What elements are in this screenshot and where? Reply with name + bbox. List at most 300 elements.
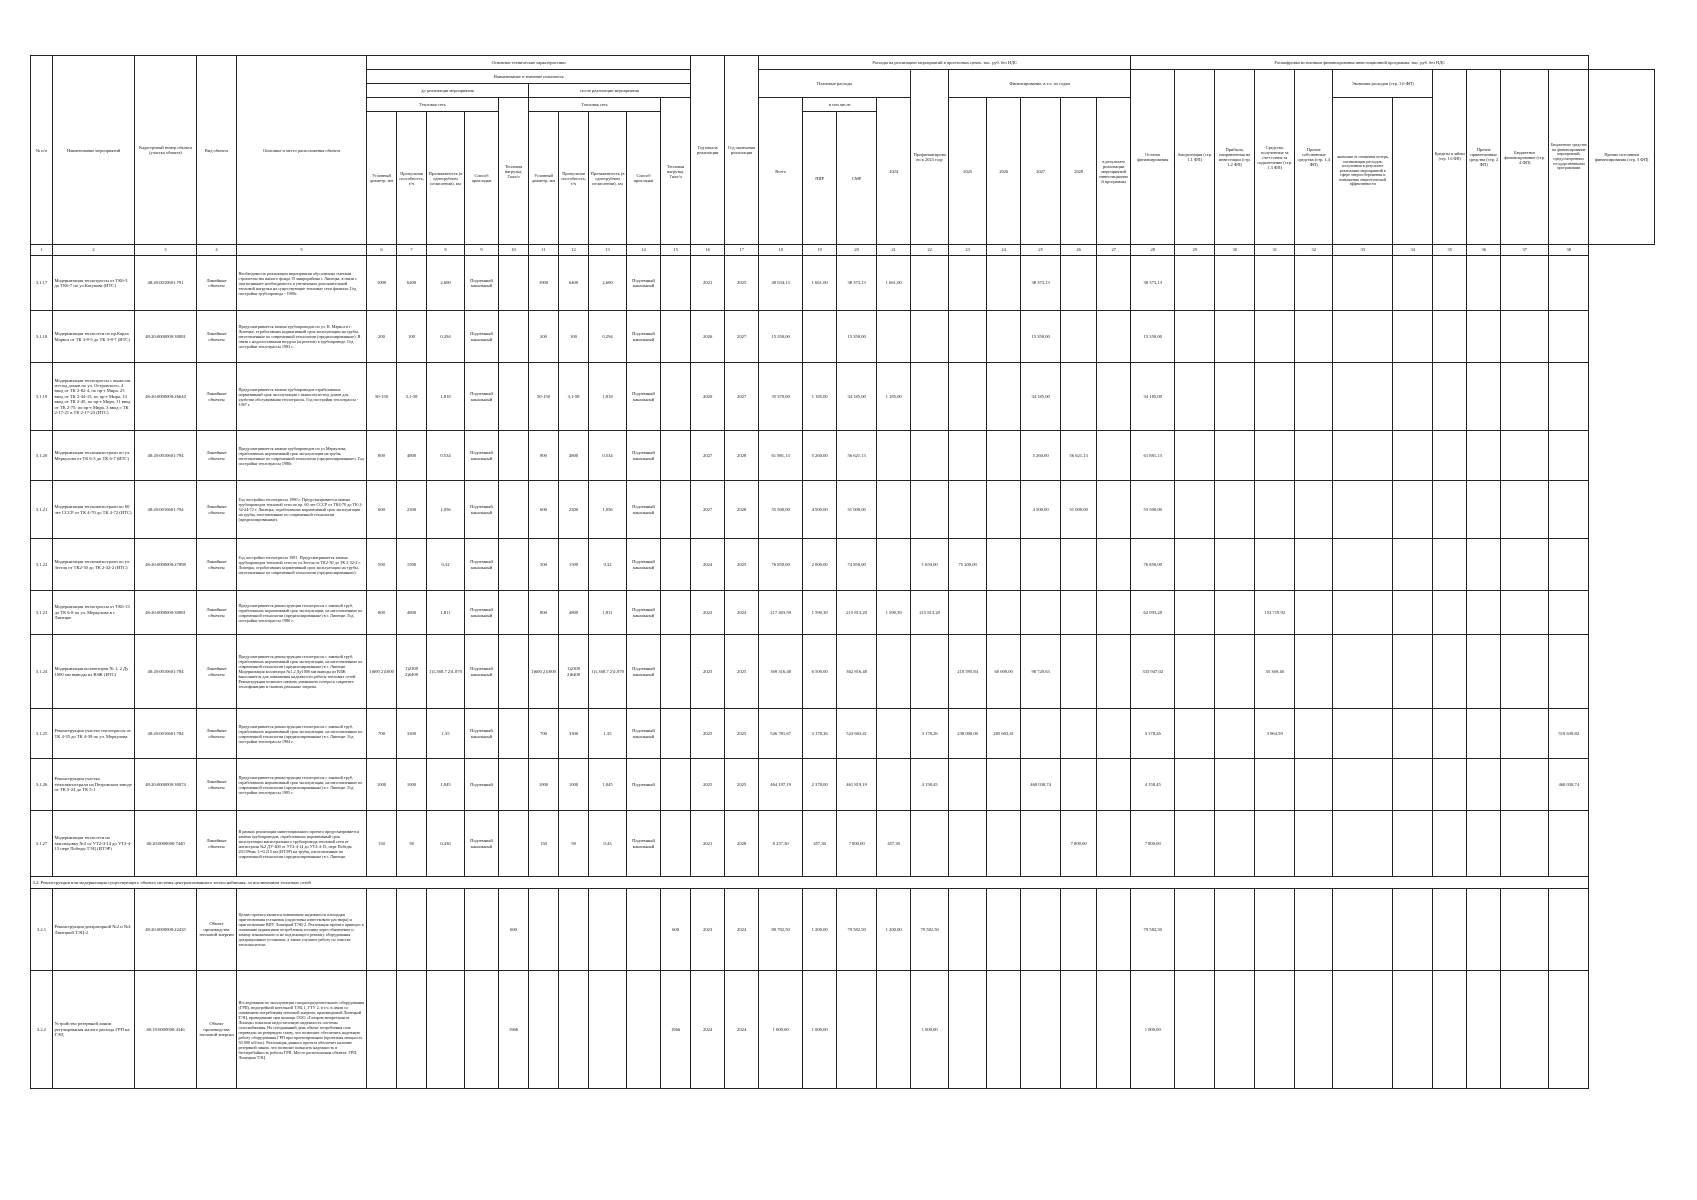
- table-row: [31, 256, 1655, 311]
- laying-before: Подземный канальный: [465, 481, 499, 539]
- saving-energy: [1333, 591, 1393, 635]
- cost-pir: 1 200,00: [803, 889, 837, 971]
- cost-smr: 7 800,00: [837, 811, 877, 877]
- column-index-cell: 20: [837, 245, 877, 256]
- header-heat-net-before: Тепловая сеть: [367, 98, 499, 112]
- length-after: 2,600: [589, 256, 627, 311]
- column-index-cell: 32: [1295, 245, 1333, 256]
- cadastral-number: 48:20:0000000:30074: [135, 759, 197, 811]
- fin-2026: [987, 363, 1021, 431]
- funded-2023: 1 661,00: [877, 256, 911, 311]
- header-budget: Бюджетное финансирование (стр. 4 ФП): [1501, 70, 1549, 245]
- diameter-after: 600: [529, 481, 559, 539]
- diameter-after: 700: [529, 709, 559, 759]
- header-smr: СМР: [837, 112, 877, 245]
- column-index-cell: 15: [661, 245, 691, 256]
- cost-smr: 15 350,00: [837, 311, 877, 363]
- table-row: [31, 311, 1655, 363]
- row-number: 3.1.17: [31, 256, 53, 311]
- load-before: [499, 811, 529, 877]
- other-financing: [1549, 431, 1589, 481]
- year-start: 2022: [691, 591, 725, 635]
- object-type: Линейные объекты: [197, 256, 237, 311]
- cadastral-number: 48:20:0000000:27898: [135, 539, 197, 591]
- diameter-after: 800: [529, 431, 559, 481]
- diameter-after: 800: [529, 591, 559, 635]
- length-before: 1,811: [427, 591, 465, 635]
- loans: [1393, 591, 1433, 635]
- load-after: [661, 481, 691, 539]
- budget-programs: [1501, 811, 1549, 877]
- header-total: Всего: [759, 98, 803, 245]
- other-financing: 519 638,82: [1549, 709, 1589, 759]
- connection-fee: [1215, 311, 1255, 363]
- header-year-2027: 2027: [1021, 98, 1061, 245]
- amortization: 1 000,00: [1131, 971, 1175, 1089]
- object-description: Предусматривается замена трубопроводов по ул.Меркулова, отработавших нормативный срок эксплуатации на трубы, изготовленные по современной технологии (предизолированные). Год постройки теплотрассы 1980г.: [237, 431, 367, 481]
- length-after: 0,534: [589, 431, 627, 481]
- cadastral-number: 48:20:0010601:791: [135, 256, 197, 311]
- capacity-after: 3,1-58: [559, 363, 589, 431]
- length-after: 1)1,368,7 2)1,870: [589, 635, 627, 709]
- laying-after: Подземный канальный: [627, 811, 661, 877]
- object-type: Линейные объекты: [197, 709, 237, 759]
- saving: [1295, 635, 1333, 709]
- header-other-financing: Прочие источники финансирования (стр. 5 ФП): [1589, 70, 1655, 245]
- funded-2023: 1 200,00: [877, 889, 911, 971]
- measure-name: Реконструкция участка тепломагистрали на Петровском заводе от ТК 5-24 до ТК 5-1: [53, 759, 135, 811]
- fin-2028: [1061, 539, 1097, 591]
- object-type: Объект производства тепловой энергии: [197, 889, 237, 971]
- column-index-cell: 18: [759, 245, 803, 256]
- cost-total: 464 197,19: [759, 759, 803, 811]
- measure-name: Реконструкция участка теплотрассы от ТК 4-35 до ТК 4-39 по ул. Меркулова: [53, 709, 135, 759]
- profit: [1175, 256, 1215, 311]
- cost-total: 76 850,00: [759, 539, 803, 591]
- laying-after: Подземный канальный: [627, 256, 661, 311]
- fin-2025: [949, 311, 987, 363]
- length-before: 1)1,368,7 2)1,870: [427, 635, 465, 709]
- load-before: [499, 759, 529, 811]
- capacity-after: 1000: [559, 759, 589, 811]
- table-row: [31, 481, 1655, 539]
- amortization: 7 800,00: [1131, 811, 1175, 877]
- budget-programs: [1501, 759, 1549, 811]
- laying-before: Подземный канальный: [465, 811, 499, 877]
- cost-smr: 51 000,00: [837, 481, 877, 539]
- capacity-before: 2300: [397, 481, 427, 539]
- budget: [1467, 635, 1501, 709]
- budget-programs: [1501, 256, 1549, 311]
- other-financing: [1549, 635, 1589, 709]
- column-index-cell: 29: [1175, 245, 1215, 256]
- diameter-before: 800: [367, 431, 397, 481]
- row-number: 3.1.22: [31, 539, 53, 591]
- diameter-after: 1000: [529, 759, 559, 811]
- other-financing: [1549, 591, 1589, 635]
- row-number: 3.1.26: [31, 759, 53, 811]
- funded-2023: [877, 431, 911, 481]
- profit: [1175, 971, 1215, 1089]
- object-type: Линейные объекты: [197, 539, 237, 591]
- cost-pir: [803, 311, 837, 363]
- object-description: Предусматривается реконструкция теплотрассы с заменой труб, отработавших нормативный срок эксплуатации, на изготовленные по современной технологии (предизолированные) в г. Липецке. Год постройки теплотрассы 1984 г.: [237, 709, 367, 759]
- year-end: 2024: [725, 971, 759, 1089]
- row-number: 3.1.21: [31, 481, 53, 539]
- row-number: 3.2.1: [31, 889, 53, 971]
- laying-before: Подземный канальный: [465, 709, 499, 759]
- other-attracted: [1433, 363, 1467, 431]
- cost-smr: 215 813,20: [837, 591, 877, 635]
- cost-smr: 34 185,00: [837, 363, 877, 431]
- connection-fee: [1215, 635, 1255, 709]
- row-number: 3.1.19: [31, 363, 53, 431]
- diameter-before: 700: [367, 709, 397, 759]
- saving-energy: [1333, 256, 1393, 311]
- cost-pir: 1 661,00: [803, 256, 837, 311]
- capacity-before: 1000: [397, 759, 427, 811]
- cost-pir: 6 500,00: [803, 635, 837, 709]
- column-index-cell: 30: [1215, 245, 1255, 256]
- loans: [1393, 889, 1433, 971]
- loans: [1393, 431, 1433, 481]
- header-load-before: Тепловая нагрузка, Гкал/ч: [499, 98, 529, 245]
- header-laying-before: Способ прокладки: [465, 112, 499, 245]
- loans: [1393, 256, 1433, 311]
- length-after: 1,056: [589, 481, 627, 539]
- row-number: 3.1.18: [31, 311, 53, 363]
- diameter-before: 500: [367, 539, 397, 591]
- header-budget-long: Бюджетные средства на финансирование мероприятий, предусмотренных государственными программами: [1549, 70, 1589, 245]
- column-index-cell: 5: [237, 245, 367, 256]
- loans: [1393, 481, 1433, 539]
- row-number: 3.1.20: [31, 431, 53, 481]
- diameter-after: [529, 971, 559, 1089]
- fin-2027: [1021, 889, 1061, 971]
- diameter-before: 600: [367, 481, 397, 539]
- fin-2024: 3 178,26: [911, 709, 949, 759]
- diameter-before: 1000: [367, 256, 397, 311]
- year-end: 2028: [725, 431, 759, 481]
- capacity-before: 1)2300 2)6400: [397, 635, 427, 709]
- budget-programs: [1501, 481, 1549, 539]
- header-pir: ПИР: [803, 112, 837, 245]
- header-capacity-after: Пропускная способность, т/ч: [559, 112, 589, 245]
- cost-total: 55 500,00: [759, 481, 803, 539]
- other-attracted: [1433, 591, 1467, 635]
- fin-2026: [987, 311, 1021, 363]
- laying-before: Подземный канальный: [465, 635, 499, 709]
- fin-2025: [949, 431, 987, 481]
- profit: [1175, 591, 1215, 635]
- saving-energy: [1333, 431, 1393, 481]
- laying-before: Подземный канальный: [465, 539, 499, 591]
- fin-2027: 5 260,00: [1021, 431, 1061, 481]
- year-start: 2024: [691, 971, 725, 1089]
- remainder: [1097, 256, 1131, 311]
- length-after: [589, 889, 627, 971]
- object-description: Целью проекта является повышение надежности площадки приготовления установок (подготовка известкового раствора) и приготовление ВПУ Липецкой ТЭЦ-2. Реализация проекта приведет к снижению нормативов потребления топлива через обновление и замену изношенного и не подлежащего ремонту оборудования деаэрационных установок, а также улучшит работу по очистке теплоносителя.: [237, 889, 367, 971]
- cost-pir: 457,30: [803, 811, 837, 877]
- budget-programs: [1501, 889, 1549, 971]
- object-type: Линейные объекты: [197, 591, 237, 635]
- capacity-after: 4800: [559, 591, 589, 635]
- laying-after: Подземный канальный: [627, 709, 661, 759]
- connection-fee: [1215, 811, 1255, 877]
- header-after: после реализации мероприятия: [529, 84, 691, 98]
- length-after: 0,294: [589, 311, 627, 363]
- cadastral-number: 48:20:0010601:784: [135, 635, 197, 709]
- cost-pir: 4 500,00: [803, 481, 837, 539]
- remainder: [1097, 539, 1131, 591]
- cost-pir: 1 590,39: [803, 591, 837, 635]
- fin-2024: [911, 811, 949, 877]
- other-attracted: [1433, 709, 1467, 759]
- load-after: [661, 363, 691, 431]
- laying-after: Подземный канальный: [627, 635, 661, 709]
- fin-2027: 38 373,13: [1021, 256, 1061, 311]
- other-financing: [1549, 363, 1589, 431]
- length-before: 2,600: [427, 256, 465, 311]
- column-index-cell: 12: [559, 245, 589, 256]
- year-end: 2024: [725, 591, 759, 635]
- cost-smr: 461 819,19: [837, 759, 877, 811]
- cost-total: 8 257,30: [759, 811, 803, 877]
- fin-2027: [1021, 811, 1061, 877]
- object-description: Год постройки теплотрассы 1981. Предусматривается замена трубопроводов тепловой сети по ул.Зегеля от ТК2-30 до ТК 2-32-2 г. Липецка, отработавших нормативный срок эксплуатации на трубы, изготовленные по современной технологии (предизолированные).: [237, 539, 367, 591]
- column-index-cell: 24: [987, 245, 1021, 256]
- load-after: [661, 591, 691, 635]
- fin-2024: 1 650,00: [911, 539, 949, 591]
- fin-2027: 15 350,00: [1021, 311, 1061, 363]
- cost-smr: 523 603,41: [837, 709, 877, 759]
- saving: [1295, 256, 1333, 311]
- diameter-before: 50-150: [367, 363, 397, 431]
- header-year-2026: 2026: [987, 98, 1021, 245]
- cadastral-number: 48:20:0000000:30081: [135, 591, 197, 635]
- other-attracted: [1433, 256, 1467, 311]
- column-index-cell: 8: [427, 245, 465, 256]
- other-financing: [1549, 481, 1589, 539]
- cost-smr: 38 373,13: [837, 256, 877, 311]
- budget-programs: [1501, 431, 1549, 481]
- fin-2026: 285 603,41: [987, 709, 1021, 759]
- saving: [1295, 759, 1333, 811]
- other-attracted: [1433, 811, 1467, 877]
- column-index-cell: 35: [1433, 245, 1467, 256]
- funded-2023: 1 590,39: [877, 591, 911, 635]
- amortization: 4 158,45: [1131, 759, 1175, 811]
- cost-pir: 3 178,26: [803, 709, 837, 759]
- year-end: 2027: [725, 311, 759, 363]
- section-row: [31, 877, 1655, 889]
- budget-programs: [1501, 635, 1549, 709]
- fin-2024: [911, 363, 949, 431]
- capacity-after: 58: [559, 811, 589, 877]
- object-type: Объект производства тепловой энергии: [197, 971, 237, 1089]
- diameter-after: [529, 889, 559, 971]
- fin-2026: [987, 591, 1021, 635]
- laying-after: Подземный канальный: [627, 431, 661, 481]
- remainder: [1097, 591, 1131, 635]
- column-index-cell: 6: [367, 245, 397, 256]
- laying-after: Подземный канальный: [627, 591, 661, 635]
- budget-programs: [1501, 311, 1549, 363]
- header-year-2028: 2028: [1061, 98, 1097, 245]
- load-before: [499, 591, 529, 635]
- capacity-after: 3300: [559, 709, 589, 759]
- other-financing: [1549, 539, 1589, 591]
- year-start: 2021: [691, 256, 725, 311]
- capacity-before: [397, 971, 427, 1089]
- own-other: [1255, 256, 1295, 311]
- length-after: 1,35: [589, 709, 627, 759]
- header-amortization: Амортизация (стр. 1.1 ФП): [1175, 70, 1215, 245]
- table-row: [31, 759, 1655, 811]
- column-index-cell: 13: [589, 245, 627, 256]
- row-number: 3.1.25: [31, 709, 53, 759]
- remainder: [1097, 635, 1131, 709]
- laying-before: Подземный канальный: [465, 311, 499, 363]
- amortization: 3 178,26: [1131, 709, 1175, 759]
- diameter-before: 1)600 2)1000: [367, 635, 397, 709]
- column-index-cell: 14: [627, 245, 661, 256]
- fin-2028: 56 621,13: [1061, 431, 1097, 481]
- column-index-cell: 3: [135, 245, 197, 256]
- length-before: 1,818: [427, 363, 465, 431]
- object-description: Предусматривается замена трубопроводов отработавших нормативный срок эксплуатации с выносом из-под домов для удобства обслуживания теплотрассы. Год постройки теплотрассы - 1967 г.: [237, 363, 367, 431]
- capacity-before: 3300: [397, 709, 427, 759]
- fin-2028: [1061, 971, 1097, 1089]
- capacity-after: 100: [559, 311, 589, 363]
- measure-name: Модернизация тепломагистрали по 60 лет СССР от ТК 4-70 до ТК 4-72 (ИТС): [53, 481, 135, 539]
- load-before: 600: [499, 889, 529, 971]
- length-after: 1,811: [589, 591, 627, 635]
- other-financing: 460 038,74: [1549, 759, 1589, 811]
- column-index-cell: 37: [1501, 245, 1549, 256]
- row-number: 3.1.23: [31, 591, 53, 635]
- saving: [1295, 709, 1333, 759]
- column-index-cell: 21: [877, 245, 911, 256]
- year-end: 2027: [725, 363, 759, 431]
- column-index-cell: 16: [691, 245, 725, 256]
- length-after: 1,045: [589, 759, 627, 811]
- cadastral-number: 48:20:0000000:26644: [135, 363, 197, 431]
- fin-2024: 1 000,00: [911, 971, 949, 1089]
- fin-2025: [949, 759, 987, 811]
- column-index-cell: 7: [397, 245, 427, 256]
- laying-before: Подземный канальный: [465, 363, 499, 431]
- column-index-cell: 33: [1333, 245, 1393, 256]
- profit: [1175, 759, 1215, 811]
- fin-2024: [911, 481, 949, 539]
- year-start: 2026: [691, 311, 725, 363]
- header-capacity-before: Пропускная способность, т/ч: [397, 112, 427, 245]
- column-index-cell: 28: [1131, 245, 1175, 256]
- remainder: [1097, 709, 1131, 759]
- remainder: [1097, 889, 1131, 971]
- remainder: [1097, 311, 1131, 363]
- other-financing: [1549, 811, 1589, 877]
- year-end: 2028: [725, 811, 759, 877]
- length-before: 0,32: [427, 539, 465, 591]
- header-tech: Основные технические характеристики: [367, 56, 691, 70]
- fin-2028: [1061, 311, 1097, 363]
- header-name: Наименование мероприятий: [53, 56, 135, 245]
- cost-smr: 56 621,13: [837, 431, 877, 481]
- saving: [1295, 889, 1333, 971]
- loans: [1393, 363, 1433, 431]
- other-attracted: [1433, 971, 1467, 1089]
- column-index-cell: 22: [911, 245, 949, 256]
- saving: [1295, 363, 1333, 431]
- load-before: [499, 709, 529, 759]
- object-description: Предусматривается замена трубопроводов по ул. К. Маркса в г. Липецке, отработавших нормативный срок эксплуатации на трубы, изготовленные по современной технологии (предизолированные). В связи с недопоставками воздуха (агрегатов) в трубопроводе. Год постройки теплотрассы 1983 г.: [237, 311, 367, 363]
- column-index-row: [31, 245, 1655, 256]
- other-financing: [1549, 971, 1589, 1089]
- fin-2027: [1021, 591, 1061, 635]
- other-attracted: [1433, 539, 1467, 591]
- cadastral-number: 48:20:0010601:794: [135, 431, 197, 481]
- header-year-end: Год окончания реализации: [725, 56, 759, 245]
- header-object-type: Вид объекта: [197, 56, 237, 245]
- laying-before: Подземный: [465, 759, 499, 811]
- budget: [1467, 971, 1501, 1089]
- table-row: [31, 635, 1655, 709]
- column-index-cell: 19: [803, 245, 837, 256]
- diameter-before: 800: [367, 591, 397, 635]
- section-title: 3.2. Реконструкция или модернизация существующего объекта системы централизованного теплоснабжения, за исключением тепловых сетей: [31, 877, 1589, 889]
- header-diam-after: Условный диаметр, мм: [529, 112, 559, 245]
- own-other: 35 369,46: [1255, 635, 1295, 709]
- cadastral-number: 48:19:0000000:4346: [135, 971, 197, 1089]
- load-before: [499, 635, 529, 709]
- length-before: 0,534: [427, 431, 465, 481]
- measure-name: Модернизация теплосети по пр.Карла Маркса от ТК 3-8-5 до ТК 3-8-7 (ИТС): [53, 311, 135, 363]
- header-load-after: Тепловая нагрузка, Гкал/ч: [661, 98, 691, 245]
- load-before: [499, 481, 529, 539]
- header-diam-before: Условный диаметр, мм: [367, 112, 397, 245]
- fin-2025: 238 000,00: [949, 709, 987, 759]
- load-after: [661, 311, 691, 363]
- own-other: [1255, 971, 1295, 1089]
- loans: [1393, 311, 1433, 363]
- remainder: [1097, 811, 1131, 877]
- connection-fee: [1215, 971, 1255, 1089]
- length-before: 0,430: [427, 811, 465, 877]
- cost-total: 40 034,13: [759, 256, 803, 311]
- year-end: 2025: [725, 759, 759, 811]
- funded-2023: [877, 635, 911, 709]
- connection-fee: [1215, 539, 1255, 591]
- capacity-before: 6400: [397, 256, 427, 311]
- saving-energy: [1333, 709, 1393, 759]
- budget: [1467, 256, 1501, 311]
- measure-name: Модернизация коллекторов № 1, 2 Ду 1000 мм выводы из ВЗЖ (ИТС): [53, 635, 135, 709]
- budget: [1467, 759, 1501, 811]
- capacity-after: [559, 889, 589, 971]
- fin-2028: 51 000,00: [1061, 481, 1097, 539]
- capacity-before: 3,1-58: [397, 363, 427, 431]
- row-number: 3.2.2: [31, 971, 53, 1089]
- year-end: 2025: [725, 539, 759, 591]
- year-end: 2025: [725, 256, 759, 311]
- cost-total: 526 781,67: [759, 709, 803, 759]
- header-other-attracted: Прочие привлеченные средства (стр. 2 ФП): [1467, 70, 1501, 245]
- measure-name: Модернизация теплотрассы от ТК6-13 до ТК 6-8 по ул. Меркулова в г. Липецке: [53, 591, 135, 635]
- diameter-after: 200: [529, 311, 559, 363]
- load-after: [661, 759, 691, 811]
